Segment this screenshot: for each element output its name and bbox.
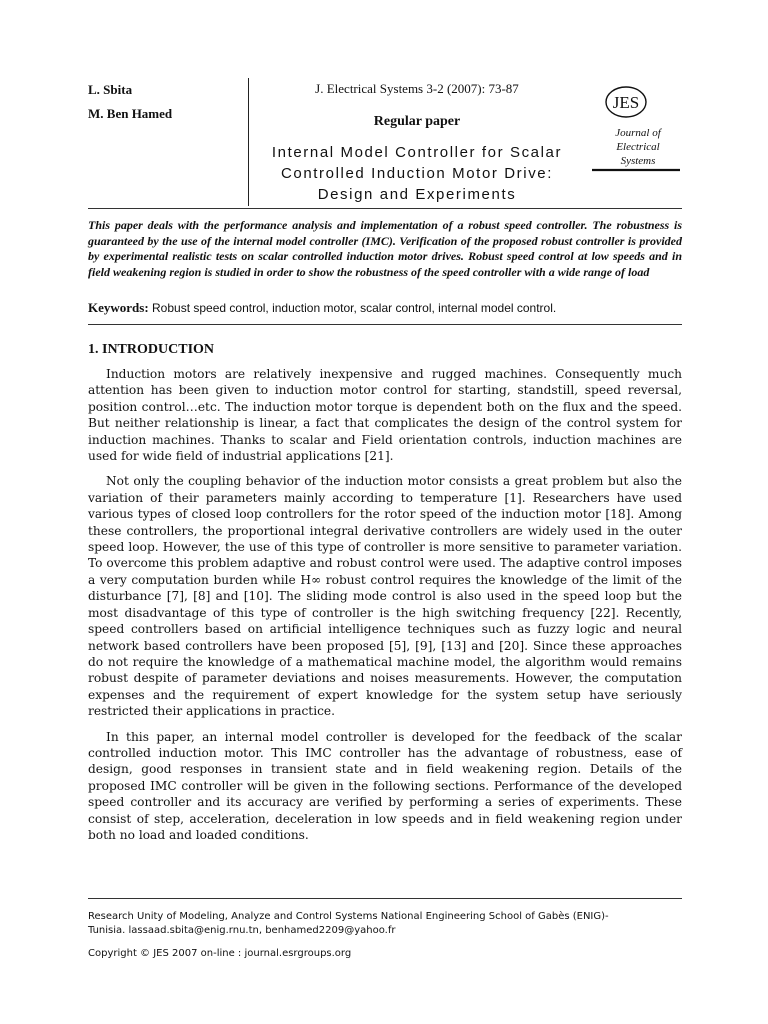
logo-line: Journal of — [615, 127, 661, 139]
copyright-notice: Copyright © JES 2007 on-line : journal.esrgroups.org — [88, 948, 352, 959]
abstract-rule — [88, 324, 682, 325]
journal-logo — [588, 82, 684, 174]
footnote-line: Research Unity of Modeling, Analyze and Control Systems National Engineering School of Gabès (ENIG)- — [88, 911, 609, 922]
paper-type: Regular paper — [373, 114, 461, 129]
keywords — [88, 300, 682, 316]
author-name: L. Sbita — [88, 82, 133, 97]
keywords-label: Keywords: — [88, 300, 149, 315]
section-body — [88, 366, 682, 852]
header-divider — [248, 78, 249, 206]
header-center — [250, 78, 584, 205]
abstract: This paper deals with the performance analysis and implementation of a robust speed controller. The robustness is guaranteed by the use of the internal model controller (IMC). Verification of the proposed robust controller is provided by experimental realistic tests on scalar controlled induction motor drives. Robust speed control at low speeds and in field weakening region is studied in order to show the robustness of the speed controller with a wide range of load — [88, 218, 682, 279]
author-list — [88, 78, 246, 208]
logo-line: Electrical — [616, 141, 660, 153]
body-paragraph: Induction motors are relatively inexpensive and rugged machines. Consequently much attention has been given to induction motor control for starting, standstill, speed reversal, position control…etc. The induction motor torque is dependent both on the flux and the speed. But neither relationship is linear, a fact that complicates the design of the control system for induction machines. Thanks to scalar and Field orientation controls, induction machines are used for wide field of industrial applications [21]. — [88, 367, 682, 464]
author-name: M. Ben Hamed — [88, 106, 173, 121]
paper-title — [250, 142, 584, 205]
header-rule — [88, 208, 682, 209]
title-line: Internal Model Controller for Scalar — [271, 144, 563, 161]
logo-wordmark — [592, 126, 684, 168]
footnote-line: Tunisia. lassaad.sbita@enig.rnu.tn, benhamed2209@yahoo.fr — [88, 925, 396, 936]
affiliation-footnote — [88, 910, 682, 938]
body-paragraph: Not only the coupling behavior of the induction motor consists a great problem but also the variation of their parameters mainly according to temperature [1]. Researchers have used various types of closed loop controllers for the rotor speed of the induction motor [18]. Among these controllers, the proportional integral derivative controllers are widely used in the outer speed loop. However, the use of this type of controller is more sensitive to parameter variation. To overcome this problem adaptive and robust control were used. The adaptive control imposes a very computation burden while H∞ robust control requires the knowledge of the limit of the disturbance [7], [8] and [10]. The sliding mode control is also used in the speed loop but the most disadvantage of this type of controller is the high switching frequency [22]. Recently, speed controllers based on artificial intelligence techniques such as fuzzy logic and neural network based controllers have been proposed [5], [9], [13] and [20]. Since these approaches do not require the knowledge of a mathematical machine model, the algorithm would remains robust despite of parameter deviations and noises measurements. However, the computation expenses and the requirement of expert knowledge for the system setup have seriously restricted their applications in practice. — [88, 474, 682, 719]
logo-line: Systems — [620, 155, 656, 167]
journal-reference: J. Electrical Systems 3-2 (2007): 73-87 — [315, 81, 519, 96]
keywords-text: Robust speed control, induction motor, scalar control, internal model control. — [148, 301, 557, 315]
body-paragraph: In this paper, an internal model controller is developed for the feedback of the scalar controlled induction motor. This IMC controller has the advantage of robustness, ease of design, good responses in transient state and in field weakening region. Details of the proposed IMC controller will be given in the following sections. Performance of the developed speed controller and its accuracy are verified by performing a series of experiments. These consist of step, acceleration, deceleration in low speeds and in field weakening region under both no load and loaded conditions. — [88, 729, 682, 842]
logo-mark: JES — [612, 93, 640, 112]
paper-header — [88, 78, 682, 208]
title-line: Design and Experiments — [317, 186, 517, 203]
footnote-rule — [88, 898, 682, 899]
title-line: Controlled Induction Motor Drive: — [280, 165, 554, 182]
section-heading: 1. INTRODUCTION — [88, 342, 215, 357]
